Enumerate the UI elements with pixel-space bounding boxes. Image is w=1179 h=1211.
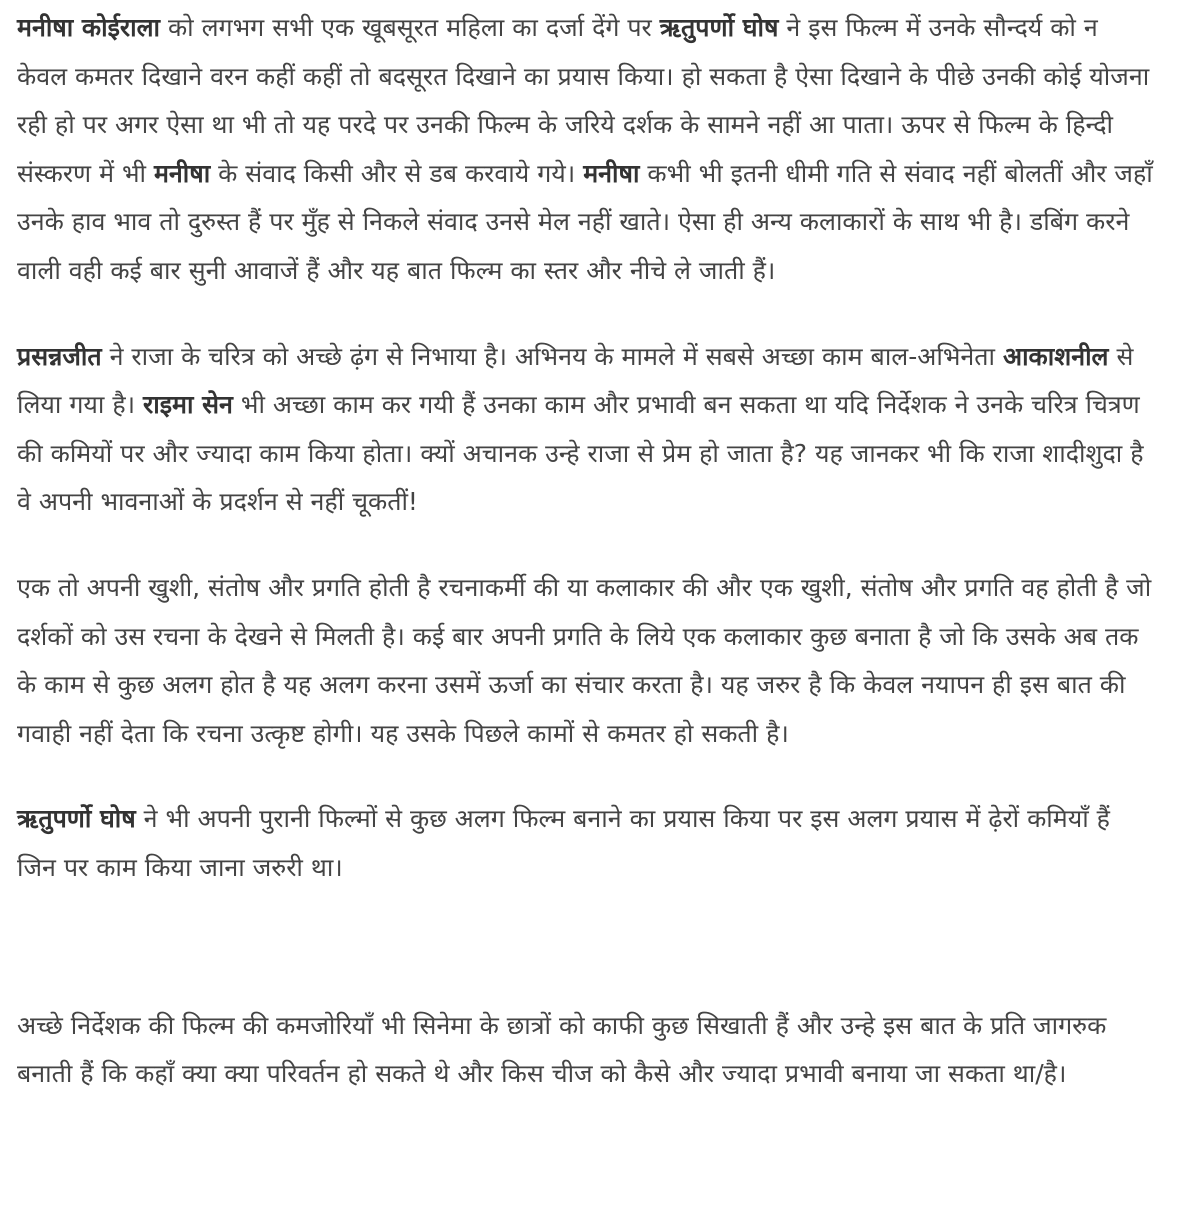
bold-name: मनीषा	[153, 158, 211, 188]
paragraph-text: ने भी अपनी पुरानी फिल्मों से कुछ अलग फिल्म बनाने का प्रयास किया पर इस अलग प्रयास में ढ़ेरों कमियाँ हैं जिन पर काम किया जाना जरुरी था।	[17, 804, 1110, 882]
bold-name: प्रसन्नजीत	[17, 341, 102, 371]
paragraph-film-weaknesses	[17, 1002, 1155, 1099]
bold-name: मनीषा कोईराला	[17, 13, 161, 42]
paragraph-text: अच्छे निर्देशक की फिल्म की कमजोरियाँ भी सिनेमा के छात्रों को काफी कुछ सिखाती हैं और उन्हे इस बात के प्रति जागरुक बनाती हैं कि कहाँ क्या क्या परिवर्तन हो सकते थे और किस चीज को कैसे और ज्यादा प्रभावी बनाया जा सकता था/है।	[17, 1010, 1107, 1089]
paragraph-text: से लिया गया है।	[17, 341, 1134, 420]
paragraph-manisha-koirala	[17, 4, 1155, 296]
bold-name: राइमा सेन	[143, 390, 233, 420]
paragraph-text: ने राजा के चरित्र को अच्छे ढ़ंग से निभाया है। अभिनय के मामले में सबसे अच्छा काम बाल-अभिनेता	[101, 341, 1003, 371]
bold-name: ऋतुपर्णो घोष	[17, 804, 136, 834]
bold-name: मनीषा	[583, 158, 640, 188]
bold-name: ऋतुपर्णो घोष	[659, 13, 779, 42]
paragraph-text: कभी भी इतनी धीमी गति से संवाद नहीं बोलतीं और जहाँ उनके हाव भाव तो दुरुस्त हैं पर मुँह से निकले संवाद उनसे मेल नहीं खाते। ऐसा ही अन्य कलाकारों के साथ भी है। डबिंग करने वाली वही कई बार सुनी आवाजें हैं और यह बात फिल्म का स्तर और नीचे ले जाती हैं।	[17, 158, 1153, 285]
paragraph-text: भी अच्छा काम कर गयी हैं उनका काम और प्रभावी बन सकता था यदि निर्देशक ने उनके चरित्र चित्रण की कमियों पर और ज्यादा काम किया होता। क्यों अचानक उन्हे राजा से प्रेम हो जाता है? यह जानकर भी कि राजा शादीशुदा है वे अपनी भावनाओं के प्रदर्शन से नहीं चूकतीं!	[17, 390, 1144, 517]
paragraph-text: को लगभग सभी एक खूबसूरत महिला का दर्जा देंगे पर	[160, 13, 660, 42]
paragraph-prasenjit	[17, 333, 1155, 527]
bold-name: आकाशनील	[1002, 341, 1109, 371]
paragraph-rituparno-ghosh	[17, 795, 1155, 892]
blank-spacer	[17, 930, 1155, 1002]
paragraph-text: एक तो अपनी खुशी, संतोष और प्रगति होती है रचनाकर्मी की या कलाकार की और एक खुशी, संतोष और प्रगति वह होती है जो दर्शकों को उस रचना के देखने से मिलती है। कई बार अपनी प्रगति के लिये एक कलाकार कुछ बनाता है जो कि उसके अब तक के काम से कुछ अलग होत है यह अलग करना उसमें ऊर्जा का संचार करता है। यह जरुर है कि केवल नयापन ही इस बात की गवाही नहीं देता कि रचना उत्कृष्ट होगी। यह उसके पिछले कामों से कमतर हो सकती है।	[17, 572, 1152, 748]
paragraph-text: ने इस फिल्म में उनके सौन्दर्य को न केवल कमतर दिखाने वरन कहीं कहीं तो बदसूरत दिखाने का प्रयास किया। हो सकता है ऐसा दिखाने के पीछे उनकी कोई योजना रही हो पर अगर ऐसा था भी तो यह परदे पर उनकी फिल्म के जरिये दर्शक के सामने नहीं आ पाता। ऊपर से फिल्म के हिन्दी संस्करण में भी	[17, 13, 1150, 188]
paragraph-text: के संवाद किसी और से डब करवाये गये।	[210, 158, 584, 188]
paragraph-progress	[17, 564, 1155, 758]
